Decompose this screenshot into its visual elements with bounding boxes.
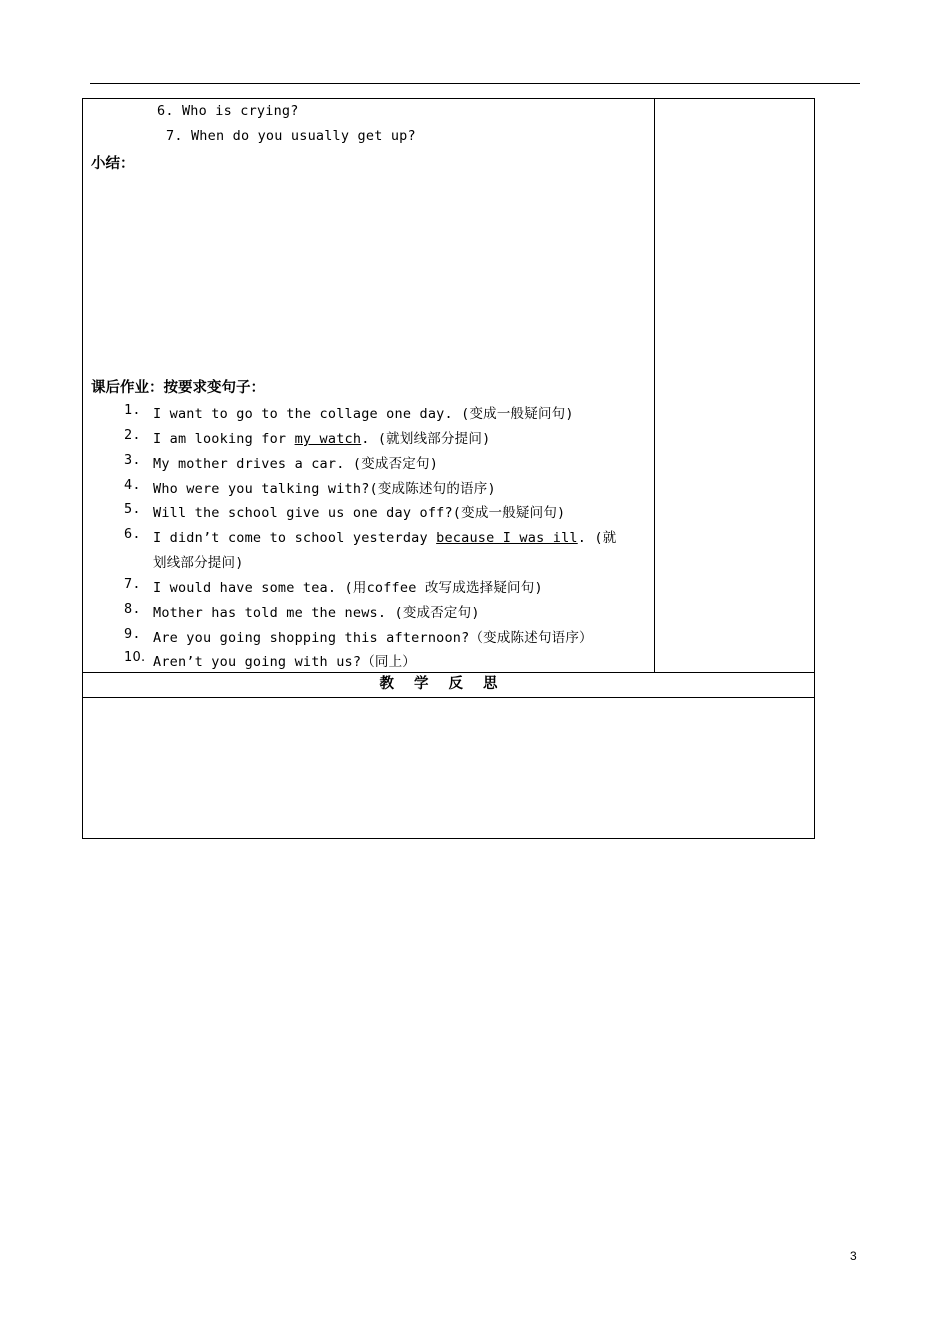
summary-label: 小结： — [91, 156, 135, 172]
item-number: 6. — [157, 103, 174, 119]
item-number: 3. — [124, 452, 141, 468]
item-text: When do you usually get up? — [190, 128, 416, 144]
item-number: 2. — [124, 427, 141, 443]
item-text: Who were you talking with?(变成陈述句的语序) — [153, 481, 496, 497]
warmup-item-7 — [166, 128, 416, 144]
item-number: 10. — [124, 650, 146, 665]
item-text: Are you going shopping this afternoon?（变成陈述句语序） — [153, 630, 593, 646]
column-divider — [654, 98, 655, 672]
item-text-continued: 划线部分提问) — [153, 555, 244, 571]
item-text-pre: I am looking for — [153, 431, 295, 447]
item-text-post: . (就 — [577, 530, 617, 546]
item-text: I want to go to the collage one day. (变成一般疑问句) — [153, 406, 574, 422]
item-number: 9. — [124, 626, 141, 642]
warmup-item-6 — [157, 103, 299, 119]
underlined-phrase: because I was ill — [436, 530, 578, 546]
item-text-pre: I didn’t come to school yesterday — [153, 530, 437, 546]
item-text: Mother has told me the news. (变成否定句) — [153, 605, 480, 621]
item-text — [153, 526, 616, 546]
item-text: I would have some tea. (用coffee 改写成选择疑问句) — [153, 580, 543, 596]
item-text: Who is crying? — [181, 103, 299, 119]
item-number: 4. — [124, 477, 141, 493]
underlined-phrase: my watch — [294, 431, 362, 447]
item-number: 5. — [124, 501, 141, 517]
item-number: 7. — [124, 576, 141, 592]
reflection-header: 教学反思 — [379, 676, 518, 692]
item-text: Aren’t you going with us?（同上） — [153, 654, 416, 670]
item-text-post: . (就划线部分提问) — [361, 431, 491, 447]
item-text — [153, 427, 490, 447]
item-number: 6. — [124, 526, 141, 542]
item-number: 7. — [166, 128, 183, 144]
reflection-header-bottom-border — [82, 697, 815, 698]
header-rule — [90, 83, 860, 84]
page-number: 3 — [850, 1249, 857, 1263]
item-text: My mother drives a car. (变成否定句) — [153, 456, 439, 472]
item-number: 1. — [124, 402, 141, 418]
item-text: Will the school give us one day off?(变成一般疑问句) — [153, 505, 566, 521]
homework-label: 课后作业：按要求变句子： — [91, 380, 265, 396]
item-number: 8. — [124, 601, 141, 617]
